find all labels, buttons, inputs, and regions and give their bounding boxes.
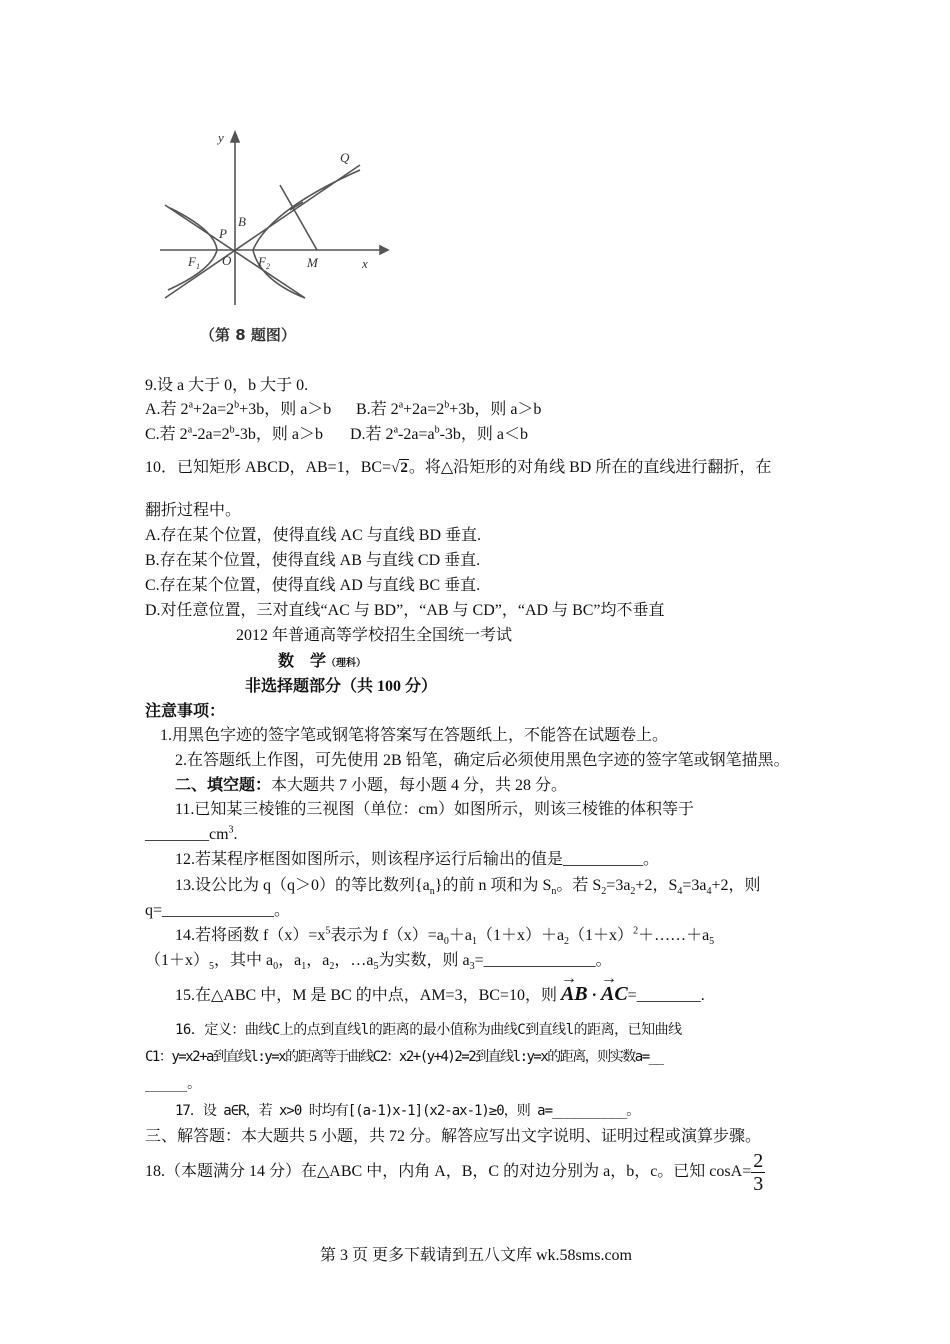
vector-ab: → AB — [561, 983, 588, 1005]
asymptote-2 — [165, 165, 360, 298]
sqrt-symbol: √2 — [391, 460, 408, 476]
hyperbola-figure — [160, 120, 400, 310]
hyperbola-right-branch — [253, 170, 360, 298]
q16-line2: C1：y=x2+a到直线l:y=x的距离等于曲线C2：x2+(y+4)2=2到直线l:y=x的距离，则实数a=__ — [145, 1049, 663, 1065]
label-q: Q — [340, 150, 350, 165]
q13-line2: q=______________。 — [145, 902, 291, 919]
q14-line2: $(1+x)_5$，其中 $a_0$，$a_1$，$a_2$，$\dots a_5$为实数，则 $a_3=\_\_\_\_\_\_\_\_\_\_\_\_\_\_$。 — [145, 952, 612, 973]
q15: 15.在△ABC 中，M 是 BC 的中点，AM=3，BC=10，则 → AB · → AC=________. — [175, 984, 705, 1006]
label-x: x — [362, 256, 368, 271]
subject-title: 数 学（理科） — [278, 653, 367, 670]
label-o: O — [222, 253, 232, 268]
note-2: 2.在答题纸上作图，可先使用 2B 铅笔，确定后必须使用黑色字迹的签字笔或钢笔描黑。 — [175, 752, 790, 769]
label-y: y — [218, 130, 224, 145]
q14-line1: 14.若将函数 $f(x)=x^5$表示为 $f(x)=a_0+a_1(1+x)+a_2(1+x)^2+\dots\dots+a_5$ — [175, 925, 715, 948]
q11-line2: $\_\_\_\_\_\_\_\_cm^3$. — [145, 824, 238, 843]
q11-line1: 11.已知某三棱锥的三视图（单位：cm）如图所示，则该三棱锥的体积等于 — [175, 801, 694, 818]
q16-line1: 16．定义：曲线C上的点到直线l的距离的最小值称为曲线C到直线l的距离，已知曲线 — [175, 1022, 682, 1038]
label-b: B — [238, 214, 246, 229]
q9-stem: 9.设 a 大于 0，b 大于 0. — [145, 377, 309, 394]
exam-title: 2012 年普通高等学校招生全国统一考试 — [236, 627, 513, 644]
note-1: 1.用黑色字迹的签字笔或钢笔将答案写在答题纸上，不能答在试题卷上。 — [160, 727, 669, 744]
vector-ac: → AC — [601, 983, 628, 1005]
q9-option-b: B.若 $2^a+2a=2^b+3b$，则 a＞b — [356, 399, 542, 418]
q13-line1: 13.设公比为 q（q＞0）的等比数列$\{a_n\}$的前 n 项和为 $S_n$。若 $S_2=3a_2+2$，$S_4=3a_4+2$，则 — [175, 877, 761, 898]
q17: 17．设 a∈R，若 x>0 时均有[(a-1)x-1](x2-ax-1)≥0，则 a=__________。 — [175, 1103, 640, 1119]
q9-option-d: D.若 $2^a-2a=a^b-3b$，则 a＜b — [350, 424, 529, 443]
q10-stem: 10．已知矩形 ABCD，AB=1，BC=√2。将△沿矩形的对角线 BD 所在的直线进行翻折，在 — [145, 459, 772, 476]
figure-caption: （第 8 题图） — [200, 326, 296, 344]
part-title: 非选择题部分（共 100 分） — [245, 678, 438, 695]
notes-title: 注意事项： — [145, 703, 226, 720]
section-2-heading: 二、填空题：本大题共 7 小题，每小题 4 分，共 28 分。 — [175, 777, 568, 794]
q10-option-a: A.存在某个位置，使得直线 AC 与直线 BD 垂直. — [145, 527, 482, 544]
section-3-heading: 三、解答题：本大题共 5 小题，共 72 分。解答应写出文字说明、证明过程或演算步骤。 — [145, 1128, 762, 1145]
q10-option-b: B.存在某个位置，使得直线 AB 与直线 CD 垂直. — [145, 552, 481, 569]
q9-option-a: A.若 $2^a+2a=2^b+3b$，则 a＞b — [145, 399, 332, 418]
page-footer: 第 3 页 更多下载请到五八文库 wk.58sms.com — [320, 1247, 633, 1264]
y-axis-arrow — [231, 132, 239, 142]
q16-line3: _____。 — [145, 1076, 202, 1092]
q12: 12.若某程序框图如图所示，则该程序运行后输出的值是__________。 — [175, 851, 660, 868]
q18: 18.（本题满分 14 分）在△ABC 中，内角 A，B，C 的对边分别为 a，b，c。已知 cosA= $\frac{2}{3}$ — [145, 1149, 764, 1195]
q10-option-c: C.存在某个位置，使得直线 AD 与直线 BC 垂直. — [145, 577, 481, 594]
hyperbola-left-branch — [168, 208, 217, 290]
q10-stem-cont: 翻折过程中。 — [145, 502, 242, 519]
fraction-2-3: $\frac{2}{3}$ — [753, 1149, 764, 1195]
x-axis-arrow — [380, 246, 388, 254]
label-p: P — [219, 226, 227, 241]
label-f1: $F_1$ — [188, 254, 200, 271]
q10-option-d: D.对任意位置，三对直线“AC 与 BD”，“AB 与 CD”，“AD 与 BC”均不垂直 — [145, 602, 665, 619]
label-f2: $F_2$ — [258, 254, 270, 271]
q9-option-c: C.若 $2^a-2a=2^b-3b$，则 a＞b — [145, 424, 324, 443]
label-m: M — [307, 255, 318, 270]
